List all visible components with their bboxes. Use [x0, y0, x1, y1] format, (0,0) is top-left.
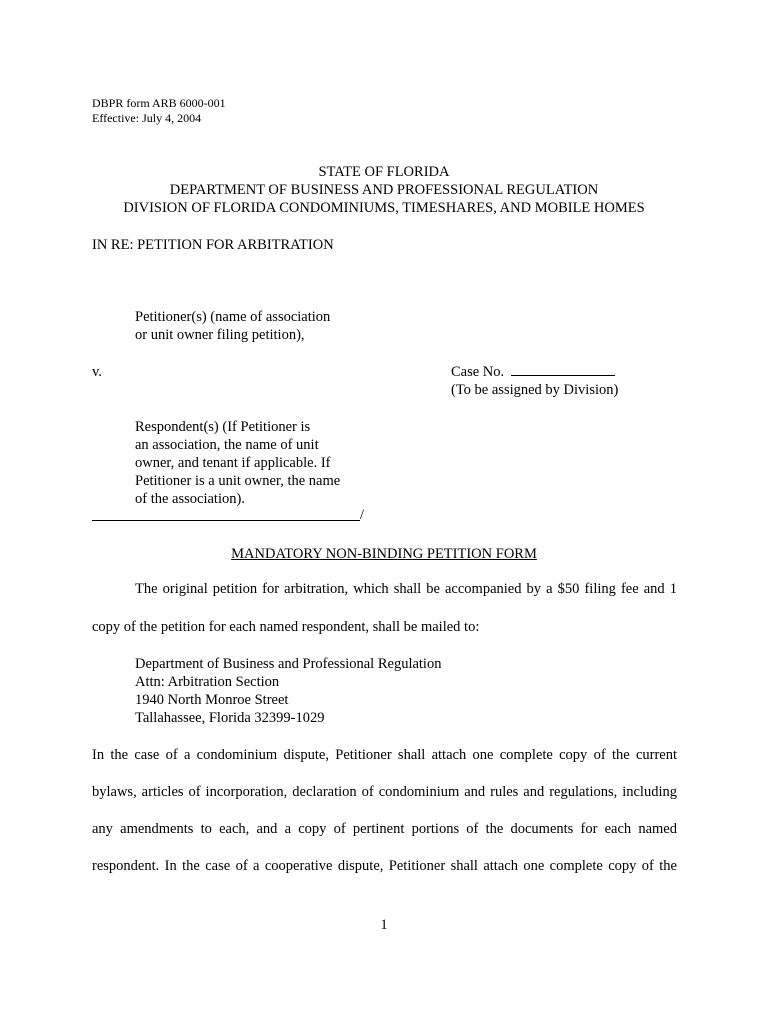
respondent-label-line2: an association, the name of unit: [135, 437, 319, 453]
paragraph1-line2: copy of the petition for each named respondent, shall be mailed to:: [92, 619, 480, 635]
effective-date: Effective: July 4, 2004: [92, 111, 202, 125]
paragraph2-line3: any amendments to each, and a copy of pertinent portions of the documents for each named: [92, 821, 677, 837]
address-line3: 1940 North Monroe Street: [135, 692, 289, 708]
paragraph2-line2: bylaws, articles of incorporation, declaration of condominium and rules and regulations, including: [92, 784, 677, 800]
caption-divider: [92, 520, 360, 521]
paragraph1-line1: The original petition for arbitration, which shall be accompanied by a $50 filing fee and 1: [135, 581, 677, 597]
case-number-blank[interactable]: [511, 363, 615, 376]
paragraph2-line1: In the case of a condominium dispute, Petitioner shall attach one complete copy of the current: [92, 747, 677, 763]
agency-department: DEPARTMENT OF BUSINESS AND PROFESSIONAL REGULATION: [169, 182, 599, 198]
petitioner-label-line2: or unit owner filing petition),: [135, 327, 305, 343]
respondent-label-line1: Respondent(s) (If Petitioner is: [135, 419, 311, 435]
form-id: DBPR form ARB 6000-001: [92, 96, 226, 110]
form-title: [0, 545, 768, 563]
agency-state: STATE OF FLORIDA: [318, 164, 450, 180]
address-line4: Tallahassee, Florida 32399-1029: [135, 710, 325, 726]
respondent-label-line3: owner, and tenant if applicable. If: [135, 455, 331, 471]
versus-label: v.: [92, 364, 102, 380]
address-line1: Department of Business and Professional Regulation: [135, 656, 442, 672]
respondent-label-line5: of the association).: [135, 491, 245, 507]
petitioner-label-line1: Petitioner(s) (name of association: [135, 309, 331, 325]
address-line2: Attn: Arbitration Section: [135, 674, 280, 690]
form-title-text: MANDATORY NON-BINDING PETITION FORM: [231, 546, 537, 562]
page-number: 1: [380, 917, 388, 933]
in-re-heading: IN RE: PETITION FOR ARBITRATION: [92, 237, 334, 253]
case-number-label: Case No.: [451, 364, 505, 380]
paragraph2-line4: respondent. In the case of a cooperative dispute, Petitioner shall attach one complete copy of the: [92, 858, 677, 874]
case-number-field[interactable]: [451, 363, 615, 381]
agency-division: DIVISION OF FLORIDA CONDOMINIUMS, TIMESHARES, AND MOBILE HOMES: [123, 200, 645, 216]
caption-slash: /: [360, 507, 365, 523]
case-number-note: (To be assigned by Division): [451, 382, 619, 398]
respondent-label-line4: Petitioner is a unit owner, the name: [135, 473, 341, 489]
